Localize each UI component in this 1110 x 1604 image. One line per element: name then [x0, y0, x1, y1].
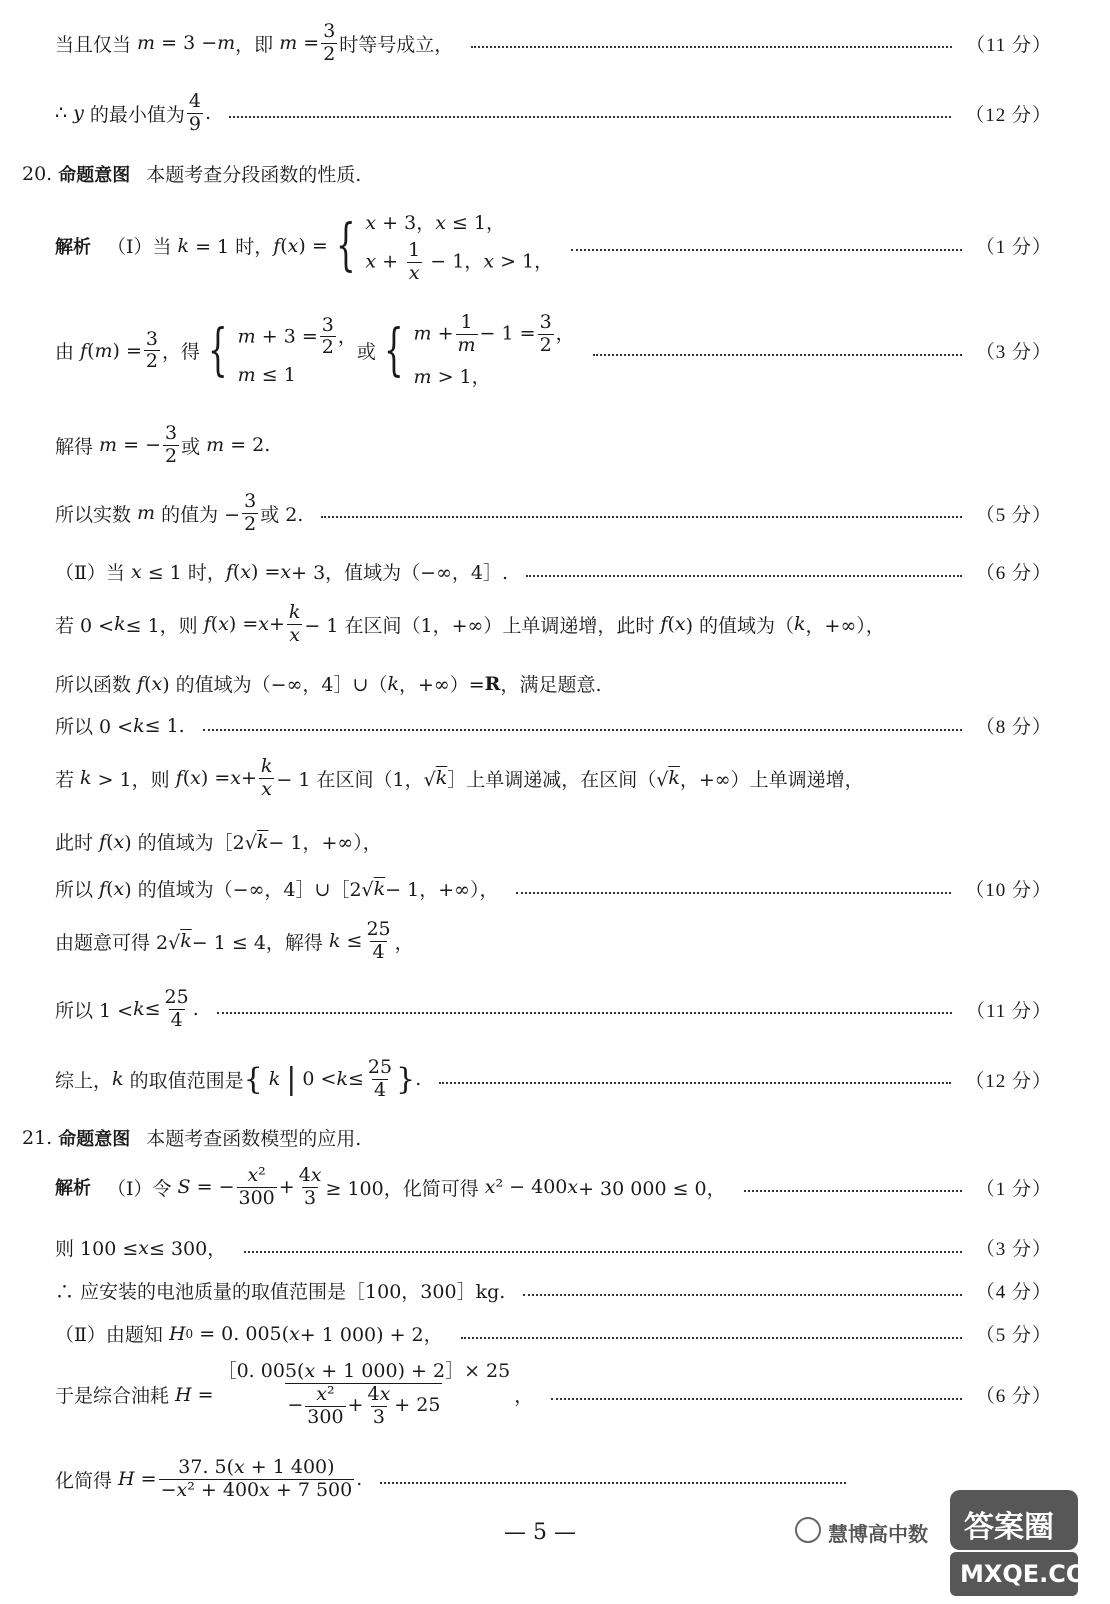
watermark-site: MXQE.COM — [960, 1560, 1110, 1588]
solution-line: 此时 f ( x ) 的值域为［2√ k − 1，+∞）， — [55, 830, 382, 854]
score-mark: （5 分） — [975, 1325, 1052, 1346]
section-label: 命题意图 — [58, 1128, 131, 1150]
score-mark: （5 分） — [975, 504, 1052, 526]
watermark — [780, 1470, 1110, 1599]
solution-line: 由题意可得 2√ k − 1 ≤ 4，解得 k ≤ $\frac{25}{4}$ ， — [55, 918, 414, 963]
leader-dots — [229, 116, 951, 118]
leader-dots — [244, 1251, 962, 1253]
score-mark: （12 分） — [965, 1070, 1052, 1092]
question-number: 21. — [22, 1126, 53, 1149]
leader-dots — [321, 516, 961, 518]
score-mark: （3 分） — [975, 342, 1052, 364]
leader-dots — [523, 1294, 961, 1296]
leader-dots — [593, 354, 962, 356]
leader-dots — [471, 46, 952, 48]
solution-line: 若 k > 1，则 f ( x ) = x + $\frac{k}{x}$ − 1 在区间（1，√ k ］上单调递减，在区间（√ k ，+∞）上单调递增， — [55, 755, 864, 800]
solution-line: 解析 （Ⅰ）令 S = − $\frac{\text{x²}}{300}$ + $\frac{4x}{3}$ ≥ 100，化简可得 x ² − 400 x + 30 000 ≤ 0， （1 分） — [55, 1164, 1052, 1209]
score-mark: （12 分） — [965, 104, 1052, 126]
score-mark: （6 分） — [975, 1386, 1052, 1408]
solution-line: 于是综合油耗 H = ［0. 005(x + 1 000) + 2］× 25 − $\frac{\text{x²}}{300}$ + $\frac{4x}{3}$ + 25 ， （6 分） — [55, 1360, 1052, 1428]
solution-line: 解得 m = − $\frac{3}{2}$ 或 m = 2. — [55, 422, 271, 467]
solution-line: ∴ 应安装的电池质量的取值范围是［100，300］kg. （4 分） — [55, 1277, 1052, 1304]
score-mark: （8 分） — [975, 717, 1052, 738]
intent-text: 本题考查函数模型的应用. — [146, 1128, 362, 1150]
solution-line: 所以函数 f ( x ) 的值域为（−∞，4］∪（ k ，+∞）= R ，满足题意. — [55, 672, 602, 696]
score-mark: （3 分） — [975, 1239, 1052, 1260]
leader-dots — [744, 1190, 962, 1192]
leader-dots — [571, 249, 962, 251]
question-number: 20. — [22, 162, 53, 185]
solution-line: 当且仅当 m = 3 − m ，即 m = $\frac{3}{2}$ 时等号成立， （11 分） — [55, 20, 1052, 65]
solution-line: 解析 （Ⅰ）当 k = 1 时， f ( x ) = { x + 3，x ≤ 1， x + $\frac{1}{x}$ − 1，x > 1， （1 分） — [55, 212, 1052, 284]
score-mark: （1 分） — [975, 237, 1052, 259]
leader-dots — [516, 892, 951, 894]
score-mark: （4 分） — [975, 1282, 1052, 1303]
question-heading-21 — [22, 1124, 1052, 1151]
solution-line: （Ⅱ）当 x ≤ 1 时， f ( x ) = x + 3，值域为（−∞，4］. （6 分） — [55, 558, 1052, 585]
watermark-logo: 答案圈 — [964, 1510, 1054, 1545]
section-label: 解析 — [55, 236, 91, 258]
solution-line: 由 f ( m ) = $\frac{3}{2}$ ，得 { m + 3 = $\frac{3}{2}$ ， m ≤ 1 或 { m + $\frac{1}{m}$ − 1 = $\frac{3}{2}$ ， m > 1， （3 分） — [55, 311, 1052, 388]
score-mark: （11 分） — [965, 1000, 1052, 1022]
section-label: 解析 — [55, 1178, 91, 1200]
score-mark: （10 分） — [965, 880, 1052, 901]
leader-dots — [526, 575, 962, 577]
score-mark: （6 分） — [975, 563, 1052, 584]
solution-line: 所以 f ( x ) 的值域为（−∞，4］∪［2√ k − 1，+∞）， （10 分） — [55, 875, 1052, 902]
question-heading-20 — [22, 160, 1052, 187]
solution-line: 化简得 H = $\frac{37. 5(x + 1 400)}{\text{−x² + 400x + 7 500}}$ . — [55, 1458, 860, 1501]
score-mark: （11 分） — [965, 34, 1052, 56]
solution-line: 所以 0 < k ≤ 1. （8 分） — [55, 712, 1052, 739]
watermark-brand: 慧博高中数 — [828, 1522, 928, 1546]
leader-dots — [203, 729, 962, 731]
leader-dots — [461, 1337, 962, 1339]
leader-dots — [217, 1012, 952, 1014]
section-label: 命题意图 — [58, 164, 131, 186]
leader-dots — [551, 1398, 962, 1400]
score-mark: （1 分） — [975, 1178, 1052, 1200]
leader-dots — [380, 1482, 846, 1484]
solution-line: 所以 1 < k ≤ $\frac{25}{4}$ . （11 分） — [55, 986, 1052, 1031]
solution-line: 则 100 ≤ x ≤ 300， （3 分） — [55, 1234, 1052, 1261]
solution-line: 所以实数 m 的值为 − $\frac{3}{2}$ 或 2. （5 分） — [55, 490, 1052, 535]
intent-text: 本题考查分段函数的性质. — [146, 164, 362, 186]
solution-line: 综上， k 的取值范围是 { k | 0 < k ≤ $\frac{25}{4}$ } . （12 分） — [55, 1056, 1052, 1101]
solution-line: ∴ y 的最小值为 $\frac{4}{9}$ . （12 分） — [55, 90, 1052, 135]
solution-line: （Ⅱ）由题知 H 0 = 0. 005( x + 1 000) + 2， （5 分） — [55, 1320, 1052, 1347]
leader-dots — [439, 1082, 951, 1084]
solution-line: 若 0 < k ≤ 1，则 f ( x ) = x + $\frac{k}{x}$ − 1 在区间（1，+∞）上单调递增，此时 f ( x ) 的值域为（ k ，+∞）， — [55, 601, 885, 646]
page-number: — 5 — — [504, 1520, 576, 1545]
